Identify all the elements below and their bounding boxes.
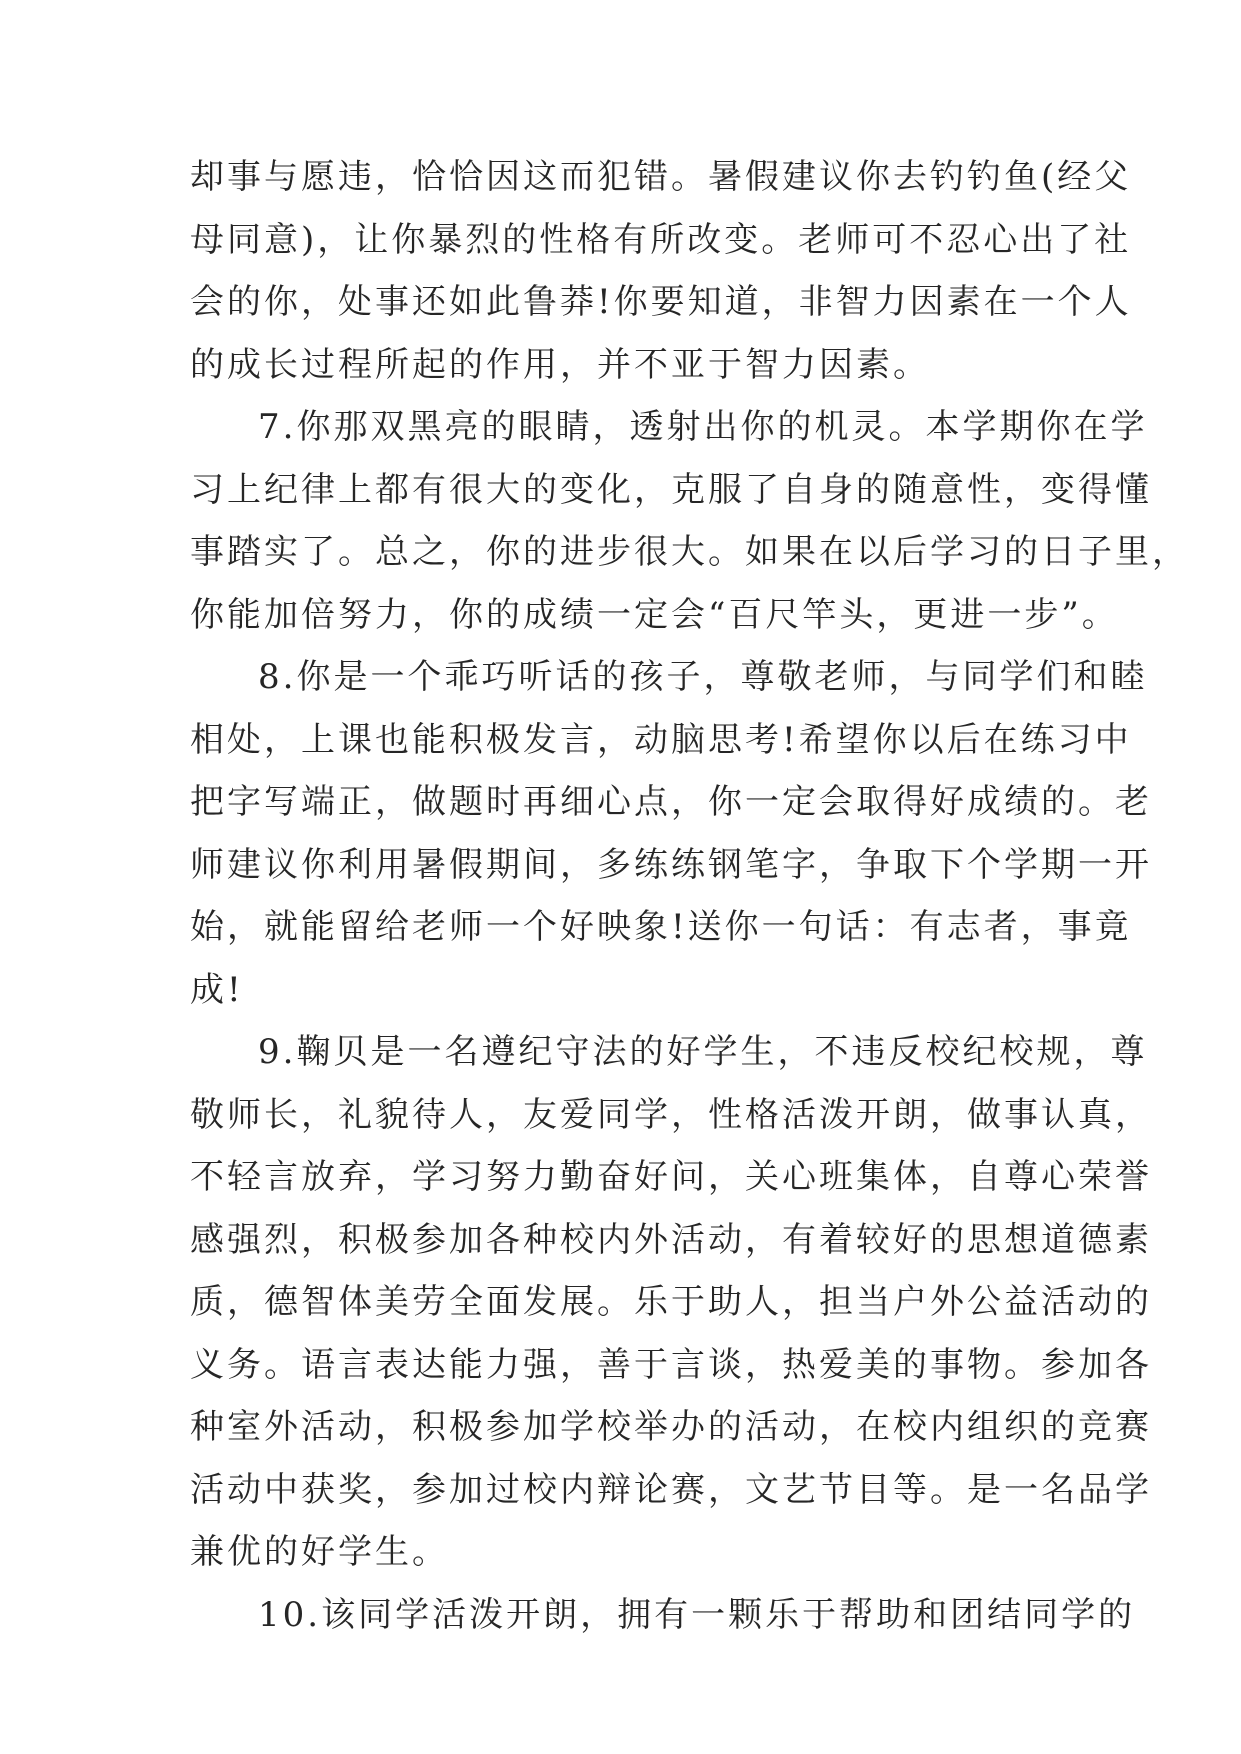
text-line: 敬师长，礼貌待人，友爱同学，性格活泼开朗，做事认真，: [190, 1094, 1152, 1135]
text-line: 把字写端正，做题时再细心点，你一定会取得好成绩的。老: [190, 782, 1152, 822]
paragraph-start-line: 7.你那双黑亮的眼睛，透射出你的机灵。本学期你在学: [258, 407, 1148, 447]
text-line: 感强烈，积极参加各种校内外活动，有着较好的思想道德素: [190, 1219, 1152, 1260]
text-line: 义务。语言表达能力强，善于言谈，热爱美的事物。参加各: [190, 1344, 1152, 1385]
text-line: 成!: [190, 969, 244, 1010]
paragraph-start-line: 8.你是一个乖巧听话的孩子，尊敬老师，与同学们和睦: [258, 657, 1148, 697]
text-line: 始，就能留给老师一个好映象!送你一句话：有志者，事竟: [190, 907, 1132, 947]
text-line: 事踏实了。总之，你的进步很大。如果在以后学习的日子里，: [190, 532, 1189, 572]
document-body-text: [190, 146, 1189, 1646]
text-line: 师建议你利用暑假期间，多练练钢笔字，争取下个学期一开: [190, 844, 1152, 885]
text-line: 兼优的好学生。: [190, 1532, 449, 1572]
paragraph-start-line: 10.该同学活泼开朗，拥有一颗乐于帮助和团结同学的: [258, 1594, 1136, 1635]
text-line: 会的你，处事还如此鲁莽!你要知道，非智力因素在一个人: [190, 282, 1132, 322]
text-line: 的成长过程所起的作用，并不亚于智力因素。: [190, 344, 930, 385]
paragraph-start-line: 9.鞠贝是一名遵纪守法的好学生，不违反校纪校规，尊: [258, 1032, 1148, 1072]
text-line: 你能加倍努力，你的成绩一定会“百尺竿头，更进一步”。: [190, 594, 1119, 635]
text-line: 活动中获奖，参加过校内辩论赛，文艺节目等。是一名品学: [190, 1469, 1152, 1510]
text-line: 却事与愿违，恰恰因这而犯错。暑假建议你去钓钓鱼(经父: [190, 157, 1132, 197]
text-line: 习上纪律上都有很大的变化，克服了自身的随意性，变得懂: [190, 469, 1152, 510]
text-line: 质，德智体美劳全面发展。乐于助人，担当户外公益活动的: [190, 1282, 1152, 1322]
text-line: 不轻言放弃，学习努力勤奋好问，关心班集体，自尊心荣誉: [190, 1157, 1152, 1197]
text-line: 种室外活动，积极参加学校举办的活动，在校内组织的竞赛: [190, 1407, 1152, 1447]
text-line: 母同意)，让你暴烈的性格有所改变。老师可不忍心出了社: [190, 219, 1132, 260]
text-line: 相处，上课也能积极发言，动脑思考!希望你以后在练习中: [190, 719, 1132, 760]
